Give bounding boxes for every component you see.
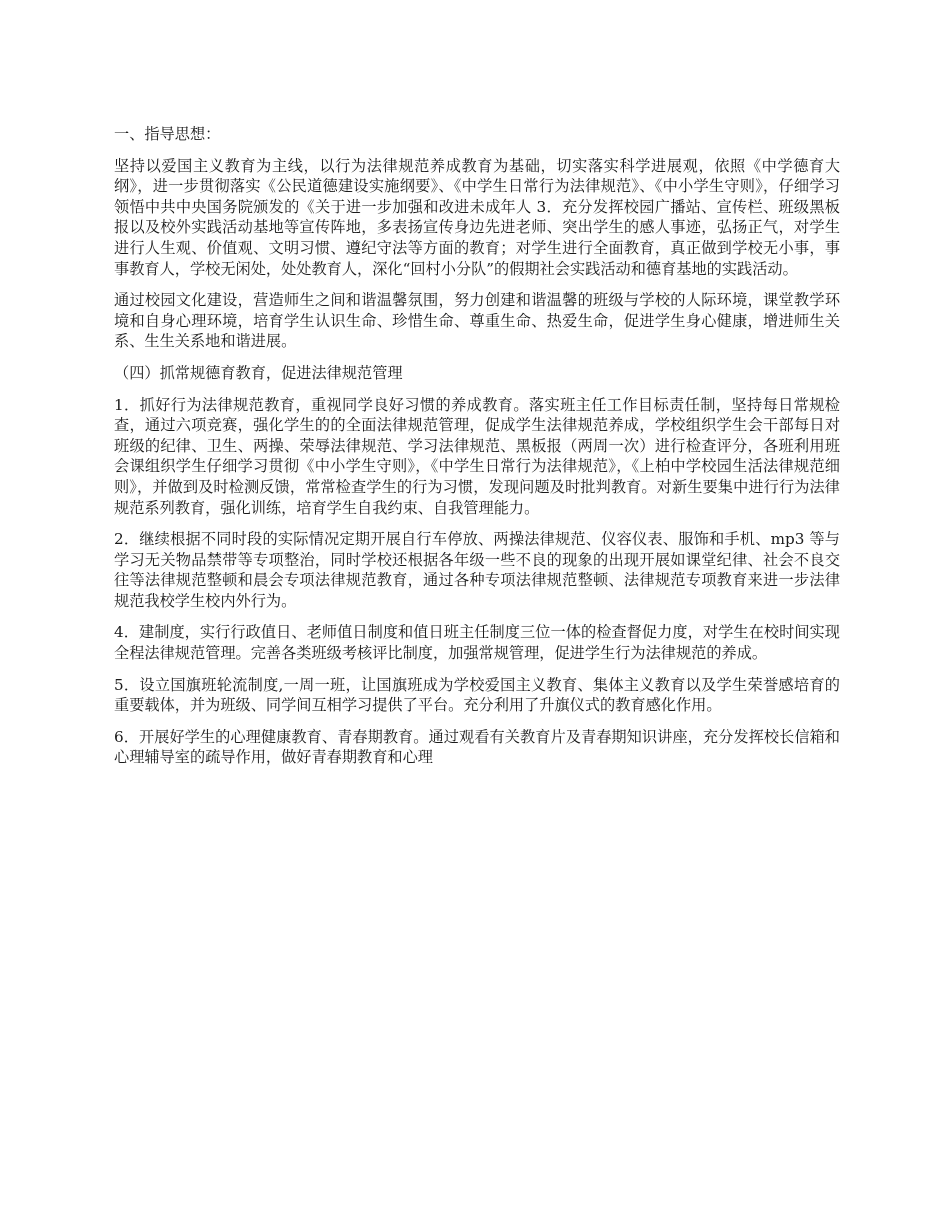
section-heading-routine-moral-education: （四）抓常规德育教育，促进法律规范管理 <box>114 363 403 382</box>
document-page <box>114 124 840 779</box>
list-item-mental-health: 6．开展好学生的心理健康教育、青春期教育。通过观看有关教育片及青春期知识讲座，充分发挥校长信箱和心理辅导室的疏导作用，做好青春期教育和心理 <box>114 727 840 767</box>
section-heading-guiding-thought: 一、指导思想： <box>114 125 221 143</box>
list-item-special-rectification: 2．继续根据不同时段的实际情况定期开展自行车停放、两操法律规范、仪容仪表、服饰和手机、mp3 等与学习无关物品禁带等专项整治，同时学校还根据各年级一些不良的现象的出现开展如课堂纪律、社会不良交往等法律规范整顿和晨会专项法律规范教育，通过各种专项法律规范整顿、法律规范专项教育来进一步法律规范我校学生校内外行为。 <box>114 530 840 610</box>
list-item-flag-class: 5．设立国旗班轮流制度,一周一班，让国旗班成为学校爱国主义教育、集体主义教育以及学生荣誉感培育的重要载体，并为班级、同学间互相学习提供了平台。充分利用了升旗仪式的教育感化作用。 <box>114 675 840 715</box>
paragraph-guiding-thought: 坚持以爱国主义教育为主线，以行为法律规范养成教育为基础，切实落实科学进展观，依照《中学德育大纲》，进一步贯彻落实《公民道德建设实施纲要》、《中学生日常行为法律规范》、《中小学生守则》，仔细学习领悟中共中央国务院颁发的《关于进一步加强和改进未成年人 3．充分发挥校园广播站、宣传栏、班级黑板报以及校外实践活动基地等宣传阵地，多表扬宣传身边先进老师、突出学生的感人事迹，弘扬正气，对学生进行人生观、价值观、文明习惯、遵纪守法等方面的教育；对学生进行全面教育，真正做到学校无小事，事事教育人，学校无闲处，处处教育人，深化“回村小分队”的假期社会实践活动和德育基地的实践活动。 <box>114 156 840 278</box>
list-item-behavior-norms: 1．抓好行为法律规范教育，重视同学良好习惯的养成教育。落实班主任工作目标责任制，坚持每日常规检查，通过六项竞赛，强化学生的的全面法律规范管理，促成学生法律规范养成，学校组织学生会干部每日对班级的纪律、卫生、两操、荣辱法律规范、学习法律规范、黑板报（两周一次）进行检查评分，各班利用班会课组织学生仔细学习贯彻《中小学生守则》，《中学生日常行为法律规范》，《上柏中学校园生活法律规范细则》，并做到及时检测反馈，常常检查学生的行为习惯，发现问题及时批判教育。对新生要集中进行行为法律规范系列教育，强化训练，培育学生自我约束、自我管理能力。 <box>114 395 840 517</box>
paragraph-campus-culture: 通过校园文化建设，营造师生之间和谐温馨氛围，努力创建和谐温馨的班级与学校的人际环境，课堂教学环境和自身心理环境，培育学生认识生命、珍惜生命、尊重生命、热爱生命，促进学生身心健康，增进师生关系、生生关系地和谐进展。 <box>114 291 840 351</box>
list-item-duty-system: 4．建制度，实行行政值日、老师值日制度和值日班主任制度三位一体的检查督促力度，对学生在校时间实现全程法律规范管理。完善各类班级考核评比制度，加强常规管理，促进学生行为法律规范的养成。 <box>114 623 840 663</box>
